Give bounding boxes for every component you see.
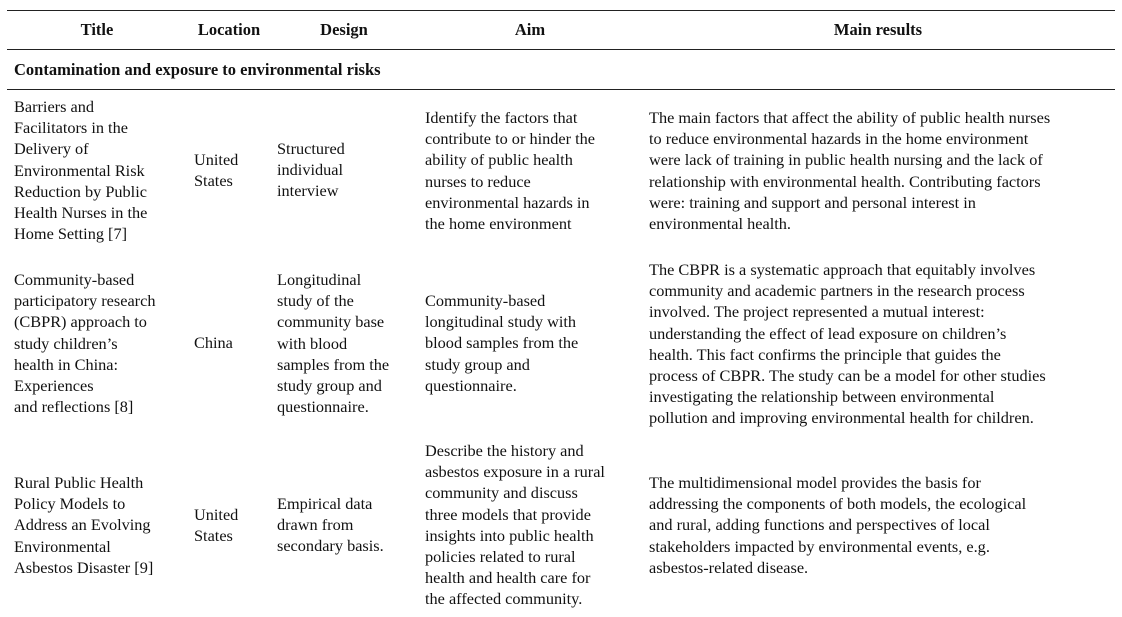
- table-row-2-results: The CBPR is a systematic approach that equitably involves community and academic partners in the research process involved. The project represented a mutual interest: understanding the effect of lead exposure on children’s health. This fact confirms the principle that guides the process of CBPR. The study can be a model for other studies investigating the relationship between environmental pollution and improving environmental health for children.: [649, 260, 1046, 428]
- table-row-3-aim: Describe the history and asbestos exposure in a rural community and discuss three models that provide insights into public health policies related to rural health and health care for the affected community.: [425, 441, 605, 609]
- table-row-3-design: Empirical data drawn from secondary basis.: [277, 494, 384, 556]
- table-row-2-title: Community-based participatory research (CBPR) approach to study children’s health in China: Experiences and reflections [8]: [14, 270, 156, 417]
- table-row-1-title: Barriers and Facilitators in the Delivery of Environmental Risk Reduction by Public Health Nurses in the Home Setting [7]: [14, 97, 148, 244]
- table-row-1-location: United States: [194, 150, 239, 191]
- header-main-results: Main results: [833, 20, 923, 39]
- header-rule: [7, 49, 1115, 50]
- table-row-2-aim: Community-based longitudinal study with blood samples from the study group and questionnaire.: [425, 291, 579, 395]
- section-heading: Contamination and exposure to environmental risks: [14, 60, 381, 79]
- table-row-1-aim: Identify the factors that contribute to or hinder the ability of public health nurses to reduce environmental hazards in the home environment: [425, 108, 595, 234]
- header-aim: Aim: [514, 20, 546, 39]
- table-row-1-results: The main factors that affect the ability of public health nurses to reduce environmental hazards in the home environment were lack of training in public health nursing and the lack of relationship with environmental health. Contributing factors were: training and support and personal interest in environmental health.: [649, 108, 1051, 234]
- table-row-3-title: Rural Public Health Policy Models to Address an Evolving Environmental Asbestos Disaster [9]: [14, 473, 154, 577]
- header-location: Location: [197, 20, 261, 39]
- table-row-2-design: Longitudinal study of the community base with blood samples from the study group and questionnaire.: [277, 270, 390, 417]
- table-row-3-results: The multidimensional model provides the basis for addressing the components of both models, the ecological and rural, adding functions and perspectives of local stakeholders impacted by environmental events, e.g. asbestos-related disease.: [649, 473, 1027, 577]
- header-design: Design: [320, 20, 368, 39]
- header-title: Title: [80, 20, 114, 39]
- table-row-1-design: Structured individual interview: [277, 139, 345, 201]
- table-row-2-location: China: [194, 333, 233, 352]
- table-top-rule: [7, 10, 1115, 11]
- table-row-3-location: United States: [194, 505, 239, 546]
- section-rule: [7, 89, 1115, 90]
